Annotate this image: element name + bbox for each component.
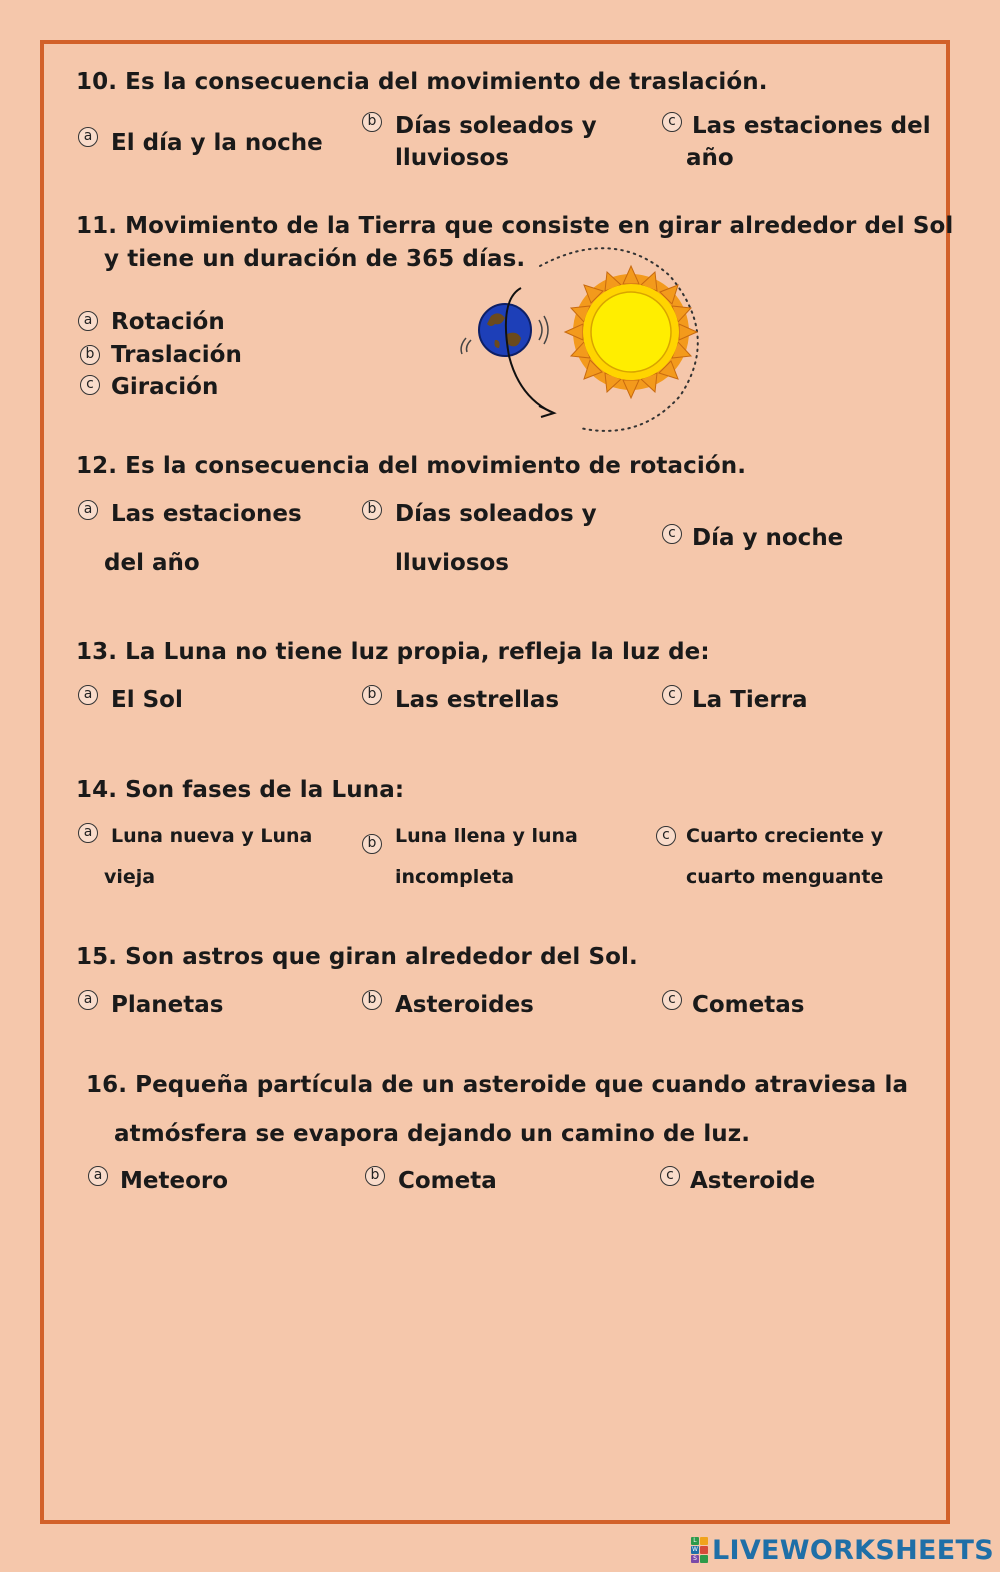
q13-option-a[interactable]: El Sol bbox=[111, 687, 183, 713]
q12-option-c[interactable]: Día y noche bbox=[692, 525, 844, 551]
q12-option-b-line1[interactable]: Días soleados y bbox=[395, 501, 597, 527]
option-b-marker[interactable]: b bbox=[80, 345, 100, 365]
option-c-marker[interactable]: c bbox=[656, 826, 676, 846]
q11-option-a[interactable]: Rotación bbox=[111, 309, 225, 335]
option-a-marker[interactable]: a bbox=[78, 823, 98, 843]
question-16-line2: atmósfera se evapora dejando un camino de luz. bbox=[114, 1121, 751, 1147]
q13-option-c[interactable]: La Tierra bbox=[692, 687, 808, 713]
brand-name: LIVEWORKSHEETS bbox=[711, 1534, 994, 1566]
option-c-marker[interactable]: c bbox=[662, 112, 682, 132]
q13-option-b[interactable]: Las estrellas bbox=[395, 687, 560, 713]
q14-option-b-line1[interactable]: Luna llena y luna bbox=[395, 825, 578, 847]
option-b-marker[interactable]: b bbox=[362, 834, 382, 854]
option-a-marker[interactable]: a bbox=[78, 990, 98, 1010]
q16-option-b[interactable]: Cometa bbox=[398, 1168, 497, 1194]
option-c-marker[interactable]: c bbox=[662, 524, 682, 544]
q14-option-c-line2[interactable]: cuarto menguante bbox=[686, 866, 884, 888]
earth-orbiting-sun-illustration bbox=[455, 236, 715, 436]
option-b-marker[interactable]: b bbox=[365, 1166, 385, 1186]
q11-option-c[interactable]: Giración bbox=[111, 374, 219, 400]
option-a-marker[interactable]: a bbox=[78, 685, 98, 705]
q14-option-b-line2[interactable]: incompleta bbox=[395, 866, 515, 888]
option-a-marker[interactable]: a bbox=[78, 500, 98, 520]
q12-option-a-line1[interactable]: Las estaciones bbox=[111, 501, 302, 527]
option-a-marker[interactable]: a bbox=[88, 1166, 108, 1186]
q10-option-c-line1[interactable]: Las estaciones del bbox=[692, 113, 931, 139]
question-10: 10. Es la consecuencia del movimiento de traslación. bbox=[76, 69, 768, 95]
option-a-marker[interactable]: a bbox=[78, 311, 98, 331]
q15-option-b[interactable]: Asteroides bbox=[395, 992, 534, 1018]
sun-icon bbox=[565, 266, 697, 398]
option-b-marker[interactable]: b bbox=[362, 685, 382, 705]
q16-option-a[interactable]: Meteoro bbox=[120, 1168, 229, 1194]
question-11-line2: y tiene un duración de 365 días. bbox=[104, 246, 526, 272]
option-c-marker[interactable]: c bbox=[662, 990, 682, 1010]
q10-option-a[interactable]: El día y la noche bbox=[111, 130, 323, 156]
question-15: 15. Son astros que giran alrededor del Sol. bbox=[76, 944, 638, 970]
question-13: 13. La Luna no tiene luz propia, refleja la luz de: bbox=[76, 639, 710, 665]
option-b-marker[interactable]: b bbox=[362, 500, 382, 520]
question-14: 14. Son fases de la Luna: bbox=[76, 777, 405, 803]
option-b-marker[interactable]: b bbox=[362, 990, 382, 1010]
q15-option-a[interactable]: Planetas bbox=[111, 992, 224, 1018]
logo-grid-icon: L W S bbox=[691, 1537, 708, 1563]
q12-option-b-line2[interactable]: lluviosos bbox=[395, 550, 510, 576]
option-c-marker[interactable]: c bbox=[662, 685, 682, 705]
option-c-marker[interactable]: c bbox=[660, 1166, 680, 1186]
q10-option-c-line2[interactable]: año bbox=[686, 145, 734, 171]
q11-option-b[interactable]: Traslación bbox=[111, 342, 242, 368]
q14-option-c-line1[interactable]: Cuarto creciente y bbox=[686, 825, 884, 847]
q14-option-a-line2[interactable]: vieja bbox=[104, 866, 156, 888]
liveworksheets-logo[interactable] bbox=[691, 1534, 994, 1566]
question-16-line1: 16. Pequeña partícula de un asteroide que cuando atraviesa la bbox=[86, 1072, 909, 1098]
q12-option-a-line2[interactable]: del año bbox=[104, 550, 200, 576]
q16-option-c[interactable]: Asteroide bbox=[690, 1168, 816, 1194]
option-a-marker[interactable]: a bbox=[78, 127, 98, 147]
q14-option-a-line1[interactable]: Luna nueva y Luna bbox=[111, 825, 313, 847]
question-12: 12. Es la consecuencia del movimiento de rotación. bbox=[76, 453, 747, 479]
q10-option-b-line2[interactable]: lluviosos bbox=[395, 145, 510, 171]
question-11-line1: 11. Movimiento de la Tierra que consiste en girar alrededor del Sol bbox=[76, 213, 954, 239]
q10-option-b-line1[interactable]: Días soleados y bbox=[395, 113, 597, 139]
option-c-marker[interactable]: c bbox=[80, 375, 100, 395]
option-b-marker[interactable]: b bbox=[362, 112, 382, 132]
q15-option-c[interactable]: Cometas bbox=[692, 992, 805, 1018]
